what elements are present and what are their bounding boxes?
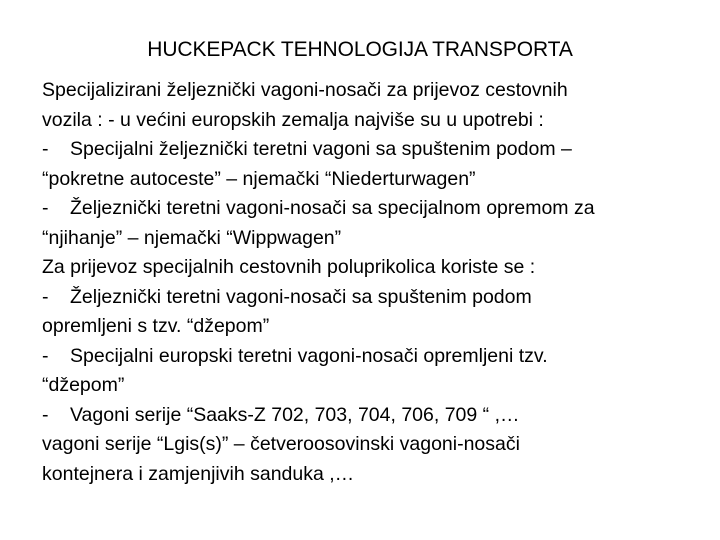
list-item-line-2: “njihanje” – njemački “Wippwagen” bbox=[42, 226, 342, 249]
list-item-line-2: “pokretne autoceste” – njemački “Niederturwagen” bbox=[42, 167, 476, 190]
slide-title: HUCKEPACK TEHNOLOGIJA TRANSPORTA bbox=[147, 38, 573, 61]
list-item-line-2: opremljeni s tzv. “džepom” bbox=[42, 315, 270, 337]
intro-line-2: vozila : - u većini europskih zemalja najviše su u upotrebi : bbox=[42, 108, 544, 131]
slide-body bbox=[42, 76, 702, 489]
list-item-line-1: Željeznički teretni vagoni-nosači sa specijalnom opremom za bbox=[70, 197, 595, 219]
list-dash: - bbox=[42, 403, 49, 426]
list-item-line-1: Vagoni serije “Saaks-Z 702, 703, 704, 706, 709 “ ,… bbox=[70, 403, 520, 426]
list-dash: - bbox=[42, 197, 49, 219]
list-item-line-2: “džepom” bbox=[42, 374, 125, 396]
list-item bbox=[42, 401, 702, 490]
list-item bbox=[42, 283, 702, 342]
list-dash: - bbox=[42, 138, 49, 160]
list-item bbox=[42, 194, 702, 253]
list-item-line-2: vagoni serije “Lgis(s)” – četveroosovinski vagoni-nosači bbox=[42, 433, 520, 455]
list-item-line-1: Specijalni željeznički teretni vagoni sa spuštenim podom – bbox=[70, 138, 572, 160]
list-dash: - bbox=[42, 285, 49, 308]
list-item-line-3: kontejnera i zamjenjivih sanduka ,… bbox=[42, 462, 355, 485]
list-item-line-1: Specijalni europski teretni vagoni-nosači opremljeni tzv. bbox=[70, 344, 548, 367]
list-item bbox=[42, 342, 702, 401]
list-dash: - bbox=[42, 344, 49, 367]
heading-2: Za prijevoz specijalnih cestovnih poluprikolica koriste se : bbox=[42, 256, 536, 278]
list-item-line-1: Željeznički teretni vagoni-nosači sa spuštenim podom bbox=[70, 285, 532, 308]
intro-paragraph bbox=[42, 76, 702, 135]
section-heading bbox=[42, 253, 702, 283]
list-item bbox=[42, 135, 702, 194]
intro-line-1: Specijalizirani željeznički vagoni-nosači za prijevoz cestovnih bbox=[42, 79, 568, 101]
